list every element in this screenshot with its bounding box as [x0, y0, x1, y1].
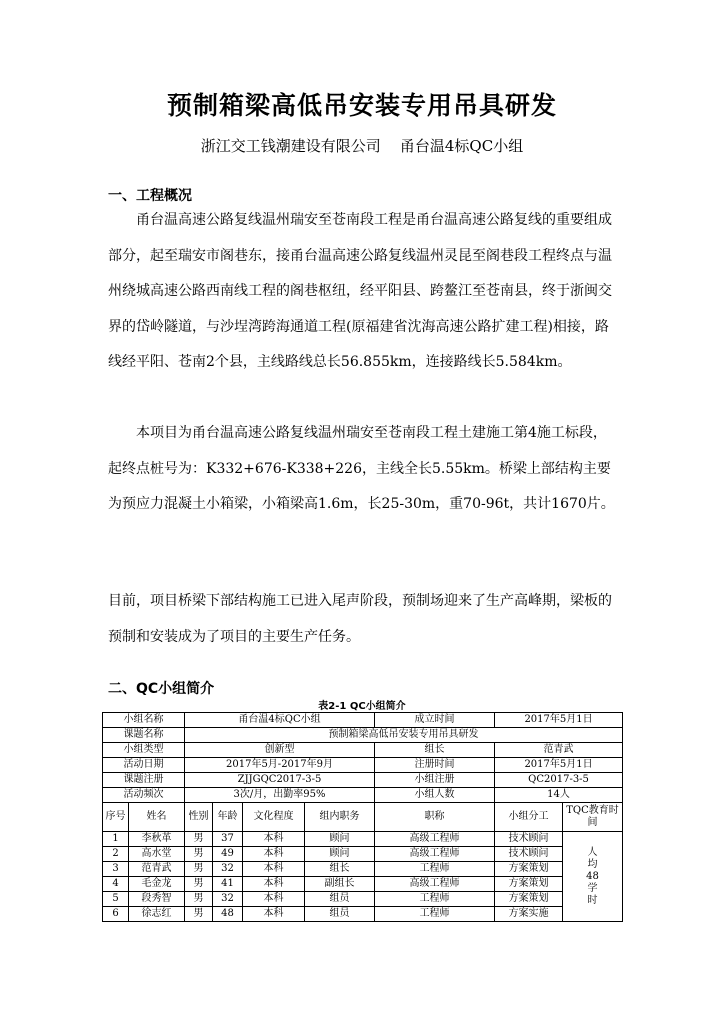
overview-paragraph-2	[108, 416, 618, 523]
leader-value: 范青武	[495, 743, 623, 758]
member-age: 32	[213, 892, 243, 907]
member-gender: 男	[185, 862, 213, 877]
leader-label: 组长	[375, 743, 495, 758]
member-title: 工程师	[375, 892, 495, 907]
member-title: 工程师	[375, 862, 495, 877]
table-row	[103, 892, 623, 907]
table-row	[103, 847, 623, 862]
member-duty: 技术顾问	[495, 847, 563, 862]
table-row	[103, 877, 623, 892]
activity-date-value: 2017年5月-2017年9月	[185, 758, 375, 773]
member-gender: 男	[185, 892, 213, 907]
type-label: 小组类型	[103, 743, 185, 758]
member-role: 副组长	[305, 877, 375, 892]
type-value: 创新型	[185, 743, 375, 758]
member-title: 高级工程师	[375, 847, 495, 862]
document-title: 预制箱梁高低吊安装专用吊具研发	[166, 91, 557, 120]
group-reg-label: 小组注册	[375, 773, 495, 788]
table-row	[103, 713, 623, 728]
topic-reg-label: 课题注册	[103, 773, 185, 788]
topic-value: 预制箱梁高低吊安装专用吊具研发	[185, 728, 623, 743]
section-heading-overview: 一、工程概况	[108, 188, 192, 204]
overview-paragraph-3	[108, 584, 618, 655]
member-role: 顾问	[305, 847, 375, 862]
member-education: 本科	[243, 832, 305, 847]
member-gender: 男	[185, 847, 213, 862]
member-name: 毛金龙	[129, 877, 185, 892]
member-title: 高级工程师	[375, 832, 495, 847]
member-name: 段秀智	[129, 892, 185, 907]
founded-value: 2017年5月1日	[495, 713, 623, 728]
table-header-row	[103, 803, 623, 832]
member-gender: 男	[185, 832, 213, 847]
member-role: 组员	[305, 907, 375, 922]
member-age: 48	[213, 907, 243, 922]
member-title: 高级工程师	[375, 877, 495, 892]
column-header: 职称	[375, 803, 495, 832]
table-row	[103, 788, 623, 803]
member-education: 本科	[243, 907, 305, 922]
member-name: 范青武	[129, 862, 185, 877]
document-subtitle: 浙江交工钱潮建设有限公司 甬台温4标QC小组	[200, 137, 524, 155]
member-title: 工程师	[375, 907, 495, 922]
column-header: TQC教育时间	[563, 803, 623, 832]
column-header: 年龄	[213, 803, 243, 832]
group-name-label: 小组名称	[103, 713, 185, 728]
column-header: 姓名	[129, 803, 185, 832]
member-age: 41	[213, 877, 243, 892]
member-age: 37	[213, 832, 243, 847]
member-duty: 方案策划	[495, 892, 563, 907]
reg-time-label: 注册时间	[375, 758, 495, 773]
member-gender: 男	[185, 907, 213, 922]
members-count-value: 14人	[495, 788, 623, 803]
member-name: 李秋革	[129, 832, 185, 847]
column-header: 序号	[103, 803, 129, 832]
column-header: 小组分工	[495, 803, 563, 832]
frequency-label: 活动频次	[103, 788, 185, 803]
founded-label: 成立时间	[375, 713, 495, 728]
member-no: 6	[103, 907, 129, 922]
members-count-label: 小组人数	[375, 788, 495, 803]
member-role: 组员	[305, 892, 375, 907]
member-duty: 技术顾问	[495, 832, 563, 847]
group-reg-value: QC2017-3-5	[495, 773, 623, 788]
overview-paragraph-1	[108, 203, 618, 381]
member-no: 1	[103, 832, 129, 847]
table-row	[103, 773, 623, 788]
member-education: 本科	[243, 862, 305, 877]
section-heading-qc: 二、QC小组简介	[108, 681, 215, 697]
paragraph-text: 目前，项目桥梁下部结构施工已进入尾声阶段，预制场迎来了生产高峰期，梁板的预制和安装成为了项目的主要生产任务。	[108, 593, 612, 645]
activity-date-label: 活动日期	[103, 758, 185, 773]
reg-time-value: 2017年5月1日	[495, 758, 623, 773]
column-header: 组内职务	[305, 803, 375, 832]
member-role: 组长	[305, 862, 375, 877]
paragraph-text: 本项目为甬台温高速公路复线温州瑞安至苍南段工程土建施工第4施工标段，起终点桩号为：K332+676-K338+226，主线全长5.55km。桥梁上部结构主要为预应力混凝土小箱梁，小箱梁高1.6m，长25-30m，重70-96t，共计1670片。	[108, 425, 615, 513]
column-header: 性别	[185, 803, 213, 832]
table-row	[103, 907, 623, 922]
tqc-time: 人均48学时	[563, 832, 623, 922]
table-row	[103, 728, 623, 743]
table-caption: 表2-1 QC小组简介	[318, 701, 406, 712]
table-row	[103, 743, 623, 758]
member-no: 3	[103, 862, 129, 877]
table-row	[103, 862, 623, 877]
member-education: 本科	[243, 847, 305, 862]
member-no: 5	[103, 892, 129, 907]
paragraph-text: 甬台温高速公路复线温州瑞安至苍南段工程是甬台温高速公路复线的重要组成部分，起至瑞安市阁巷东，接甬台温高速公路复线温州灵昆至阁巷段工程终点与温州绕城高速公路西南线工程的阁巷枢纽，经平阳县、跨鳌江至苍南县，终于浙闽交界的岱岭隧道，与沙埕湾跨海通道工程(原福建省沈海高速公路扩建工程)相接，路线经平阳、苍南2个县，主线路线总长56.855km，连接路线长5.584km。	[108, 212, 612, 371]
group-name-value: 甬台温4标QC小组	[185, 713, 375, 728]
member-gender: 男	[185, 877, 213, 892]
member-role: 顾问	[305, 832, 375, 847]
member-name: 高水堂	[129, 847, 185, 862]
member-name: 徐志红	[129, 907, 185, 922]
member-education: 本科	[243, 877, 305, 892]
member-duty: 方案策划	[495, 877, 563, 892]
member-no: 4	[103, 877, 129, 892]
table-row	[103, 832, 623, 847]
column-header: 文化程度	[243, 803, 305, 832]
member-age: 32	[213, 862, 243, 877]
topic-label: 课题名称	[103, 728, 185, 743]
qc-group-table	[102, 712, 623, 922]
member-age: 49	[213, 847, 243, 862]
member-duty: 方案实施	[495, 907, 563, 922]
member-education: 本科	[243, 892, 305, 907]
frequency-value: 3次/月，出勤率95%	[185, 788, 375, 803]
member-no: 2	[103, 847, 129, 862]
table-row	[103, 758, 623, 773]
member-duty: 方案策划	[495, 862, 563, 877]
topic-reg-value: ZJJGQC2017-3-5	[185, 773, 375, 788]
